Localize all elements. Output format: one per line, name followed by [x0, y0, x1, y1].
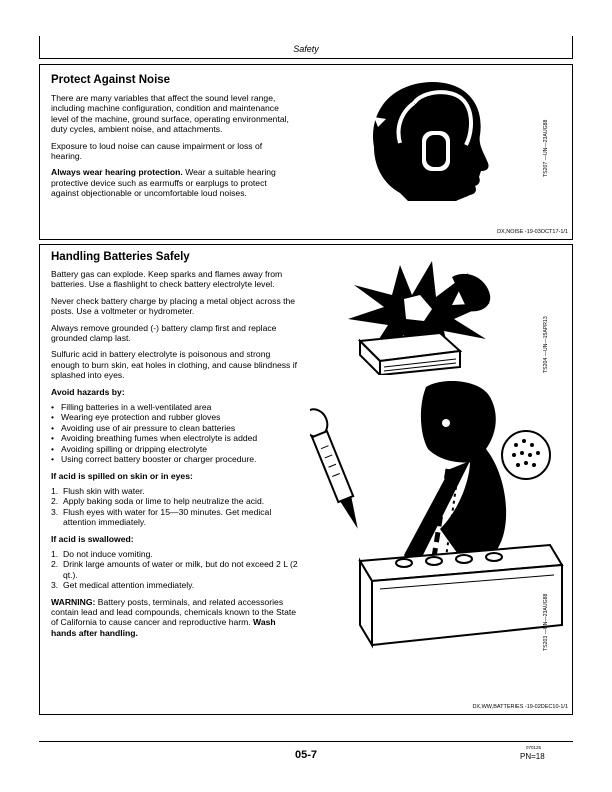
- header-divider: [39, 58, 573, 59]
- noise-image-code: TS207 —UN—23AUG88: [543, 119, 549, 177]
- list-item: 3. Flush eyes with water for 15—30 minutes. Get medical attention immediately.: [51, 506, 272, 528]
- noise-warning-text: Wear a suitable hearing protective device such as earmuffs or earplugs to protect against objectionable or uncomfortable loud noises.: [51, 167, 276, 199]
- header-title: Safety: [293, 44, 319, 54]
- noise-paragraph: Exposure to loud noise can cause impairment or loss of hearing.: [51, 140, 263, 162]
- footer-divider: [39, 741, 573, 742]
- skin-eyes-list: [51, 486, 301, 528]
- avoid-hazards-list: [51, 402, 301, 464]
- battery-paragraph: Sulfuric acid in battery electrolyte is poisonous and strong enough to burn skin, eat holes in clothing, and cause blindness if splashed into eyes.: [51, 349, 298, 381]
- list-item: • Avoiding spilling or dripping electrolyte: [51, 444, 301, 454]
- noise-section-body: [51, 93, 291, 205]
- noise-section-title: Protect Against Noise: [51, 74, 171, 86]
- footer-small-id: 070125: [526, 745, 542, 750]
- noise-footer-code: DX,NOISE -19-03OCT17-1/1: [497, 229, 568, 235]
- noise-paragraph: There are many variables that affect the sound level range, including machine configuration, condition and maintenance level of the machine, ground surface, operating environmental, duty cycles, ambient noise, and attachments.: [51, 93, 289, 135]
- list-item: 1. Flush skin with water.: [51, 485, 145, 496]
- avoid-hazards-heading: Avoid hazards by:: [51, 386, 125, 397]
- hearing-protection-illustration: [360, 73, 500, 203]
- batteries-section: [39, 244, 573, 715]
- warning-text: Battery posts, terminals, and related accessories contain lead and lead compounds, chemicals known to the State of California to cause cancer and reproductive harm.: [51, 596, 297, 628]
- list-item: • Wearing eye protection and rubber gloves: [51, 412, 301, 422]
- batteries-footer-code: DX,WW,BATTERIES -19-02DEC10-1/1: [472, 704, 568, 710]
- battery-image2-code: TS203 —UN—23AUG88: [543, 593, 549, 651]
- battery-paragraph: Battery gas can explode. Keep sparks and flames away from batteries. Use a flashlight to check battery electrolyte level.: [51, 269, 283, 290]
- noise-paragraph: [51, 167, 291, 198]
- warning-label: WARNING:: [51, 596, 96, 607]
- warning-paragraph: [51, 597, 301, 639]
- swallowed-list: [51, 549, 301, 591]
- noise-warning-bold: Always wear hearing protection.: [51, 167, 183, 178]
- battery-paragraph: Always remove grounded (-) battery clamp first and replace grounded clamp last.: [51, 322, 277, 344]
- pn-label: PN=18: [520, 752, 545, 761]
- skin-eyes-heading: If acid is spilled on skin or in eyes:: [51, 470, 193, 481]
- list-item: 3. Get medical attention immediately.: [51, 580, 195, 591]
- list-item: 2. Drink large amounts of water or milk, but do not exceed 2 L (2 qt.).: [51, 559, 298, 580]
- list-item: 1. Do not induce vomiting.: [51, 548, 153, 559]
- swallowed-heading: If acid is swallowed:: [51, 533, 134, 544]
- page-number: 05-7: [294, 749, 318, 761]
- batteries-section-title: Handling Batteries Safely: [51, 251, 190, 263]
- list-item: • Filling batteries in a well-ventilated area: [51, 402, 301, 412]
- batteries-section-body: [51, 269, 301, 644]
- battery-acid-illustration: [310, 379, 570, 669]
- battery-paragraph: Never check battery charge by placing a metal object across the posts. Use a voltmeter or hydrometer.: [51, 295, 296, 317]
- battery-explosion-illustration: [340, 255, 500, 375]
- list-item: • Avoiding breathing fumes when electrolyte is added: [51, 433, 301, 443]
- list-item: • Using correct battery booster or charger procedure.: [51, 454, 301, 464]
- list-item: • Avoiding use of air pressure to clean batteries: [51, 423, 301, 433]
- list-item: 2. Apply baking soda or lime to help neutralize the acid.: [51, 496, 265, 507]
- battery-image1-code: TS204 —UN—15APR13: [543, 316, 549, 373]
- noise-section: [39, 64, 573, 240]
- warning-bold-end: Wash hands after handling.: [51, 617, 276, 638]
